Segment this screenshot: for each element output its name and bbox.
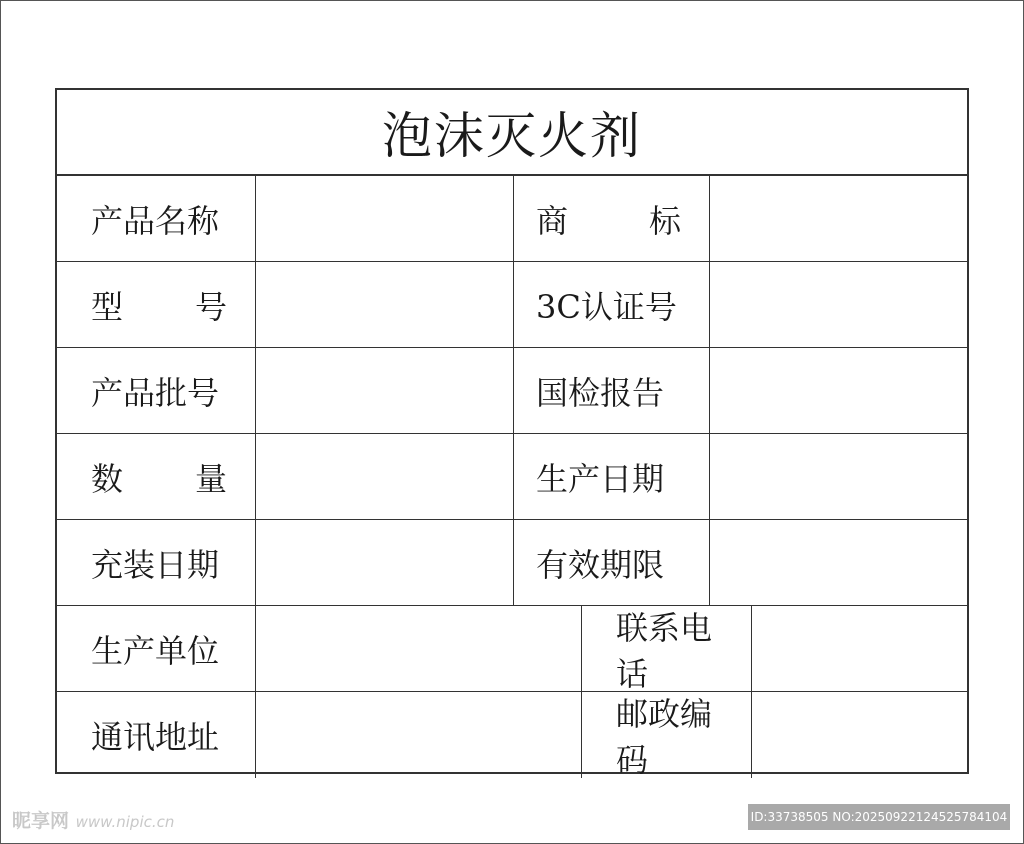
table-row (57, 176, 967, 262)
spread-label-text (91, 282, 227, 328)
product-label-table (55, 88, 969, 779)
expiry-value[interactable] (710, 520, 967, 605)
quantity-value[interactable] (256, 434, 514, 519)
trademark-label (514, 176, 710, 261)
production-date-label: 生产日期 (514, 434, 710, 519)
address-value[interactable] (256, 692, 582, 778)
phone-value[interactable] (752, 606, 967, 691)
model-label (57, 262, 256, 347)
label-char: 数 (91, 459, 124, 498)
product-name-label: 产品名称 (57, 176, 256, 261)
inspection-report-label: 国检报告 (514, 348, 710, 433)
label-char: 量 (194, 459, 227, 498)
batch-number-value[interactable] (256, 348, 514, 433)
postal-code-value[interactable] (752, 692, 967, 778)
table-row (57, 262, 967, 348)
label-title: 泡沫灭火剂 (57, 90, 967, 176)
table-row (57, 606, 967, 692)
cert-number-label: 3C认证号 (514, 262, 710, 347)
label-char: 型 (91, 287, 124, 326)
batch-number-label: 产品批号 (57, 348, 256, 433)
spread-label-text (536, 196, 681, 242)
filling-date-value[interactable] (256, 520, 514, 605)
label-char: 商 (536, 201, 569, 240)
inspection-report-value[interactable] (710, 348, 967, 433)
manufacturer-label: 生产单位 (57, 606, 256, 691)
filling-date-label: 充装日期 (57, 520, 256, 605)
product-name-value[interactable] (256, 176, 514, 261)
watermark-url: www.nipic.cn (75, 813, 175, 831)
model-value[interactable] (256, 262, 514, 347)
table-row (57, 520, 967, 606)
trademark-value[interactable] (710, 176, 967, 261)
watermark-brand-text: 昵享网 (12, 810, 70, 832)
phone-label: 联系电话 (582, 606, 752, 691)
quantity-label (57, 434, 256, 519)
postal-code-label: 邮政编码 (582, 692, 752, 778)
production-date-value[interactable] (710, 434, 967, 519)
cert-number-value[interactable] (710, 262, 967, 347)
expiry-label: 有效期限 (514, 520, 710, 605)
label-char: 标 (648, 201, 681, 240)
manufacturer-value[interactable] (256, 606, 582, 691)
image-id-bar: ID:33738505 NO:20250922124525784104 (748, 804, 1010, 830)
address-label: 通讯地址 (57, 692, 256, 778)
table-row (57, 348, 967, 434)
label-char: 号 (194, 287, 227, 326)
table-row (57, 692, 967, 778)
spread-label-text (91, 454, 227, 500)
watermark-brand (12, 806, 174, 833)
table-row (57, 434, 967, 520)
